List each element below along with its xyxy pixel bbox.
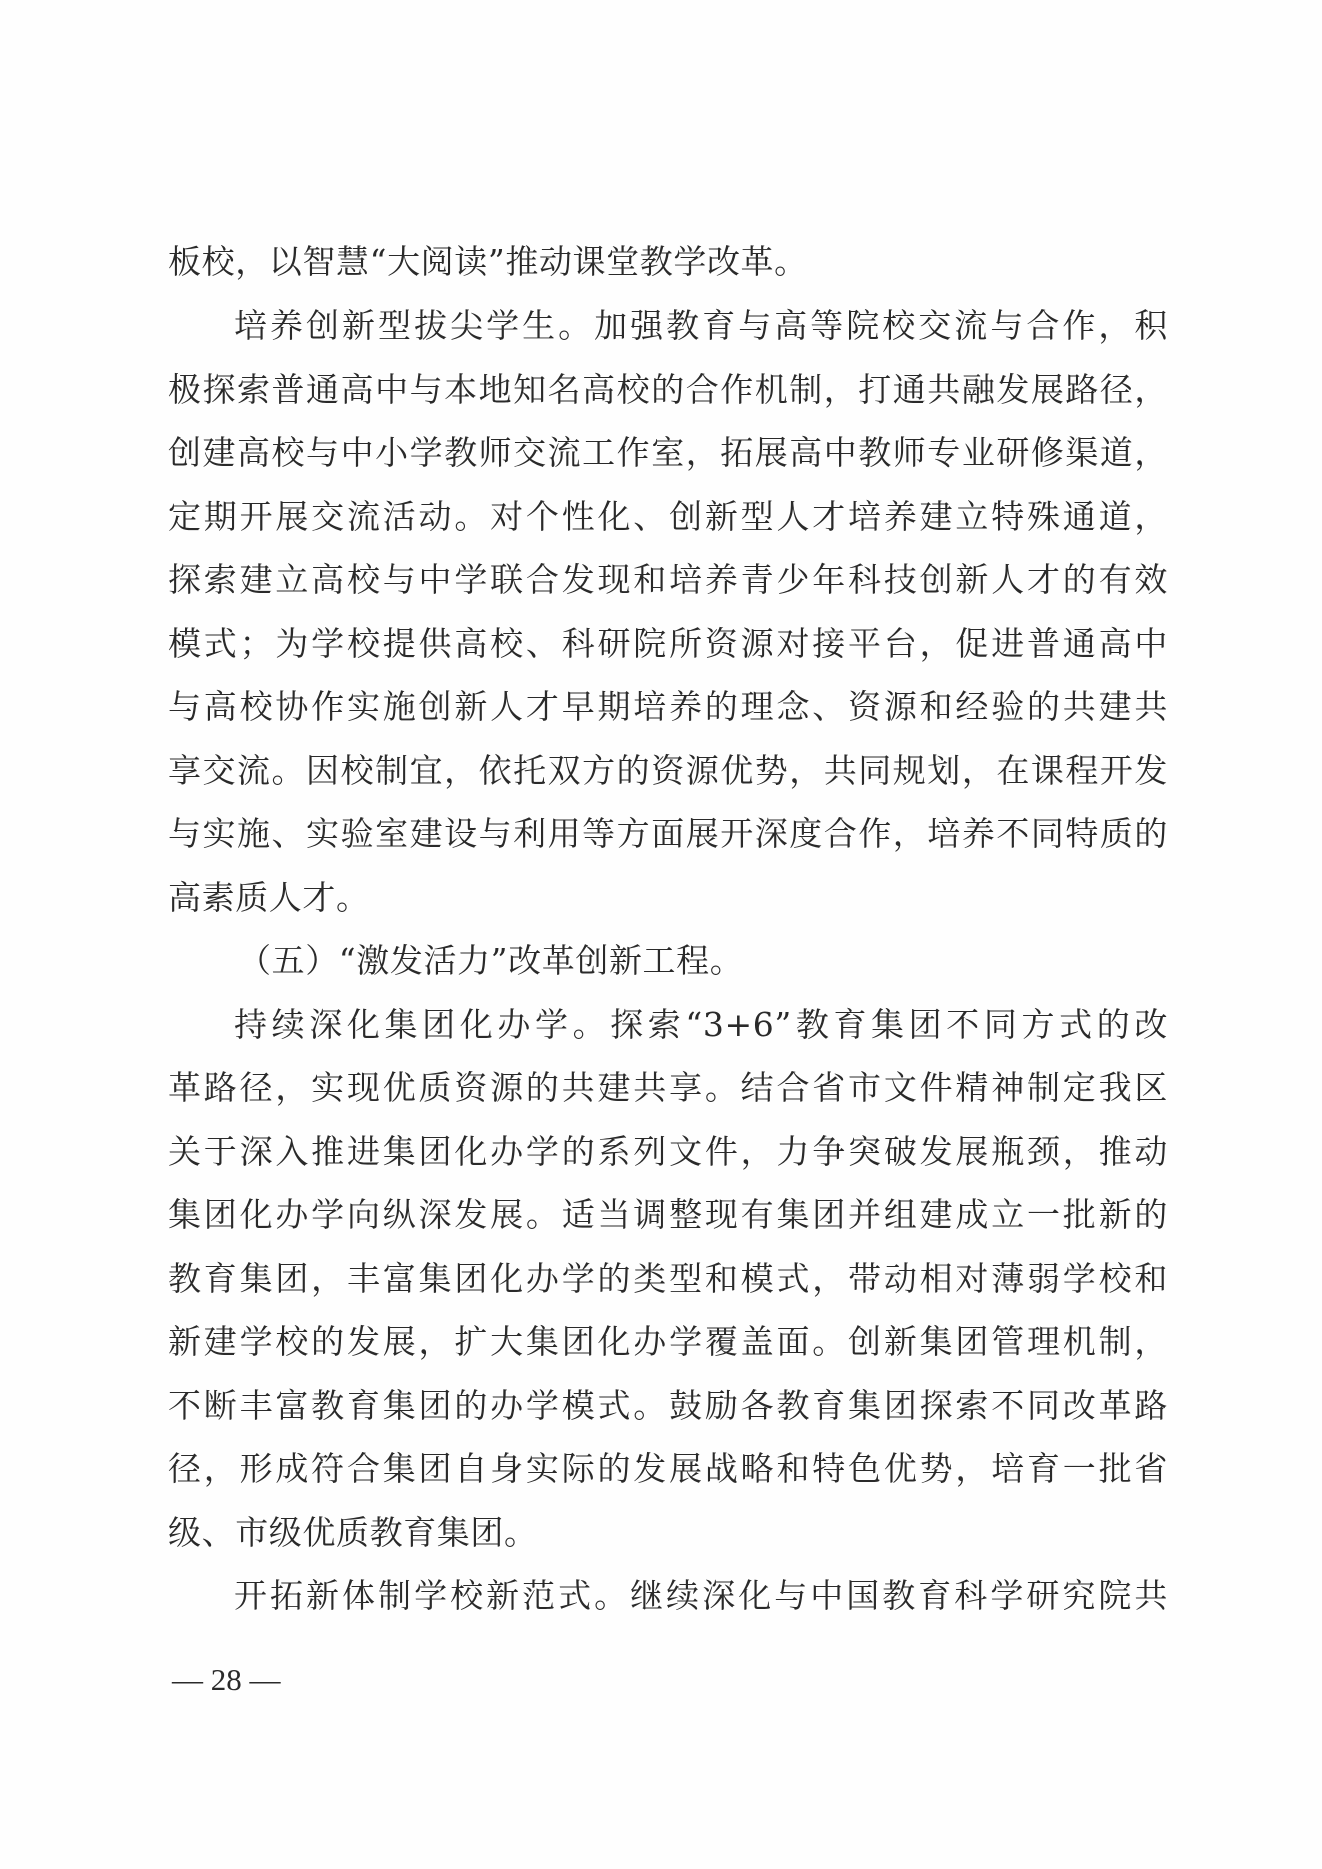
paragraph-line: 高素质人才。 xyxy=(168,878,370,917)
paragraph-line: 新建学校的发展，扩大集团化办学覆盖面。创新集团管理机制， xyxy=(168,1322,1168,1361)
paragraph-line: 定期开展交流活动。对个性化、创新型人才培养建立特殊通道， xyxy=(168,497,1168,536)
paragraph-line: 革路径，实现优质资源的共建共享。结合省市文件精神制定我区 xyxy=(168,1068,1168,1107)
paragraph-line: 与实施、实验室建设与利用等方面展开深度合作，培养不同特质的 xyxy=(168,814,1168,853)
paragraph-line: 板校，以智慧“大阅读”推动课堂教学改革。 xyxy=(168,242,808,281)
page-number: — 28 — xyxy=(172,1662,281,1697)
paragraph-line: 培养创新型拔尖学生。加强教育与高等院校交流与合作，积 xyxy=(234,306,1168,345)
paragraph-line: 关于深入推进集团化办学的系列文件，力争突破发展瓶颈，推动 xyxy=(168,1132,1168,1171)
paragraph-line: 与高校协作实施创新人才早期培养的理念、资源和经验的共建共 xyxy=(168,687,1168,726)
paragraph-line: 享交流。因校制宜，依托双方的资源优势，共同规划，在课程开发 xyxy=(168,751,1168,790)
paragraph-line: 开拓新体制学校新范式。继续深化与中国教育科学研究院共 xyxy=(234,1576,1168,1615)
paragraph-line: 径，形成符合集团自身实际的发展战略和特色优势，培育一批省 xyxy=(168,1449,1168,1488)
paragraph-line: 模式；为学校提供高校、科研院所资源对接平台，促进普通高中 xyxy=(168,624,1168,663)
paragraph-line: 集团化办学向纵深发展。适当调整现有集团并组建成立一批新的 xyxy=(168,1195,1168,1234)
paragraph-line: 持续深化集团化办学。探索“3+6”教育集团不同方式的改 xyxy=(234,1005,1168,1044)
paragraph-line: 极探索普通高中与本地知名高校的合作机制，打通共融发展路径， xyxy=(168,370,1168,409)
paragraph-line: 探索建立高校与中学联合发现和培养青少年科技创新人才的有效 xyxy=(168,560,1168,599)
section-heading: （五）“激发活力”改革创新工程。 xyxy=(238,941,744,980)
paragraph-line: 不断丰富教育集团的办学模式。鼓励各教育集团探索不同改革路 xyxy=(168,1386,1168,1425)
paragraph-line: 级、市级优质教育集团。 xyxy=(168,1513,538,1552)
paragraph-line: 创建高校与中小学教师交流工作室，拓展高中教师专业研修渠道， xyxy=(168,433,1168,472)
paragraph-line: 教育集团，丰富集团化办学的类型和模式，带动相对薄弱学校和 xyxy=(168,1259,1168,1298)
